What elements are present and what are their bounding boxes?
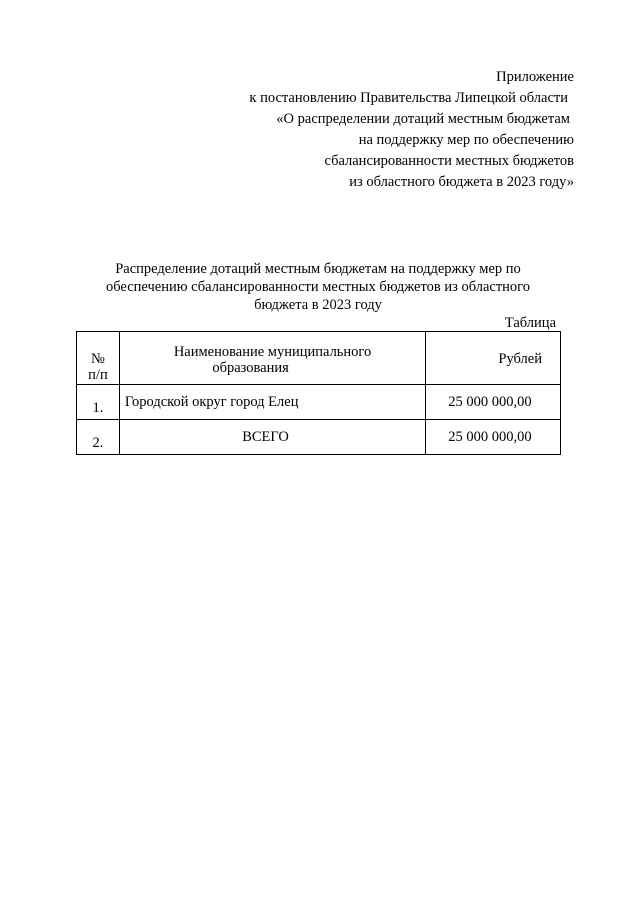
column-header-name: [119, 332, 425, 385]
appendix-line: Приложение: [496, 69, 574, 85]
table-header-row: [77, 332, 561, 385]
row-amount: 25 000 000,00: [426, 385, 561, 420]
column-header-number: [77, 332, 120, 385]
appendix-line: «О распределении дотаций местным бюджетам: [276, 111, 570, 127]
table-row: [77, 385, 561, 420]
row-total-amount: 25 000 000,00: [426, 420, 561, 455]
table-label: Таблица: [504, 315, 556, 331]
row-number: 1.: [77, 385, 120, 420]
title-line: Распределение дотаций местным бюджетам на поддержку мер по: [115, 261, 521, 277]
title-line: обеспечению сбалансированности местных бюджетов из областного: [105, 279, 531, 295]
appendix-header: [249, 67, 574, 193]
header-num-symbol: №: [91, 351, 105, 367]
distribution-table: [76, 331, 561, 455]
appendix-line: к постановлению Правительства Липецкой области: [249, 90, 568, 106]
row-municipality: Городской округ город Елец: [119, 385, 425, 420]
table-row-total: [77, 420, 561, 455]
document-title: [76, 260, 560, 314]
header-num-abbr: п/п: [88, 367, 108, 383]
title-line: бюджета в 2023 году: [254, 297, 382, 313]
column-header-sum: Рублей: [426, 332, 561, 385]
row-number: 2.: [77, 420, 120, 455]
appendix-line: на поддержку мер по обеспечению: [358, 132, 574, 148]
header-name-line: образования: [212, 360, 289, 376]
appendix-line: сбалансированности местных бюджетов: [324, 153, 574, 169]
appendix-line: из областного бюджета в 2023 году»: [349, 174, 574, 190]
header-name-line: Наименование муниципального: [173, 344, 372, 360]
row-total-label: ВСЕГО: [119, 420, 425, 455]
